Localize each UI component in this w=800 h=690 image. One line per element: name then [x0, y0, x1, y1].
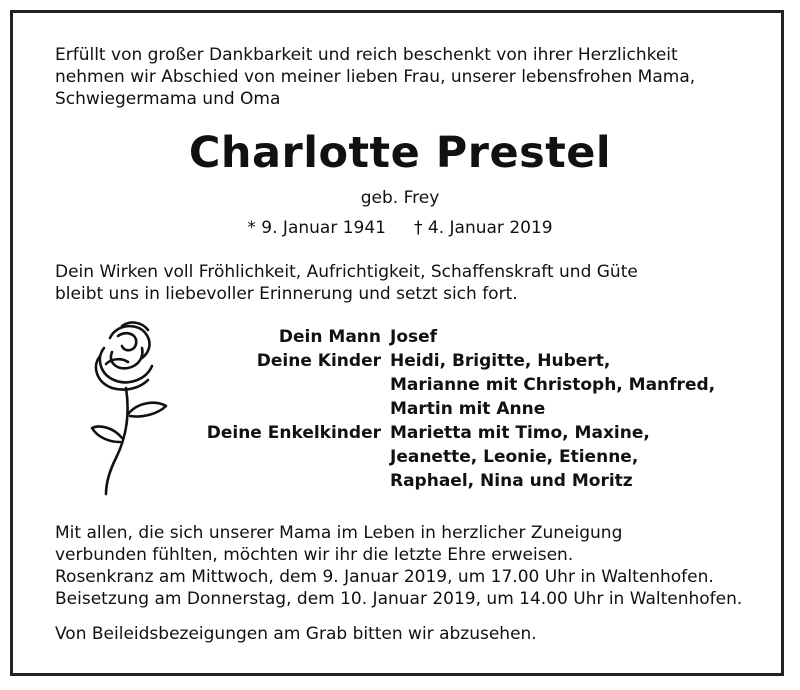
- survivor-names: [390, 325, 740, 349]
- intro-line: Schwiegermama und Oma: [55, 89, 281, 109]
- survivor-group-children: [180, 349, 740, 421]
- survivor-name-line: Marianne mit Christoph, Manfred,: [390, 375, 716, 395]
- survivor-name-line: Raphael, Nina und Moritz: [390, 471, 633, 491]
- survivor-group-spouse: [180, 325, 740, 349]
- survivor-role: Deine Enkelkinder: [206, 423, 381, 443]
- survivor-names: [390, 421, 740, 493]
- maiden-name: geb. Frey: [360, 188, 440, 208]
- intro-text: [55, 44, 755, 110]
- survivor-group-grandchildren: [180, 421, 740, 493]
- survivor-name-line: Marietta mit Timo, Maxine,: [390, 423, 650, 443]
- survivor-name-line: Heidi, Brigitte, Hubert,: [390, 351, 611, 371]
- survivor-role: Deine Kinder: [256, 351, 381, 371]
- closing-line: Rosenkranz am Mittwoch, dem 9. Januar 2019, um 17.00 Uhr in Waltenhofen.: [55, 567, 714, 587]
- birth-date: * 9. Januar 1941: [247, 218, 386, 238]
- deceased-name: Charlotte Prestel: [188, 128, 612, 178]
- closing-line: verbunden fühlten, möchten wir ihr die letzte Ehre erweisen.: [55, 545, 574, 565]
- closing-text: [55, 522, 755, 610]
- legacy-text: [55, 261, 755, 305]
- closing-line: Mit allen, die sich unserer Mama im Leben in herzlicher Zuneigung: [55, 523, 623, 543]
- intro-line: Erfüllt von großer Dankbarkeit und reich beschenkt von ihrer Herzlichkeit: [55, 45, 678, 65]
- survivors-list: [180, 325, 740, 493]
- legacy-line: bleibt uns in liebevoller Erinnerung und setzt sich fort.: [55, 284, 518, 304]
- final-note: Von Beileidsbezeigungen am Grab bitten wir abzusehen.: [55, 624, 537, 644]
- survivor-names: [390, 349, 740, 421]
- life-dates: [0, 218, 800, 238]
- intro-line: nehmen wir Abschied von meiner lieben Frau, unserer lebensfrohen Mama,: [55, 67, 696, 87]
- legacy-line: Dein Wirken voll Fröhlichkeit, Aufrichtigkeit, Schaffenskraft und Güte: [55, 262, 638, 282]
- survivor-name-line: Jeanette, Leonie, Etienne,: [390, 447, 639, 467]
- rose-icon: [82, 318, 172, 498]
- survivor-role: Dein Mann: [278, 327, 381, 347]
- survivor-name-line: Martin mit Anne: [390, 399, 546, 419]
- survivor-name-line: Josef: [390, 327, 438, 347]
- closing-line: Beisetzung am Donnerstag, dem 10. Januar 2019, um 14.00 Uhr in Waltenhofen.: [55, 589, 743, 609]
- death-date: † 4. Januar 2019: [414, 218, 553, 238]
